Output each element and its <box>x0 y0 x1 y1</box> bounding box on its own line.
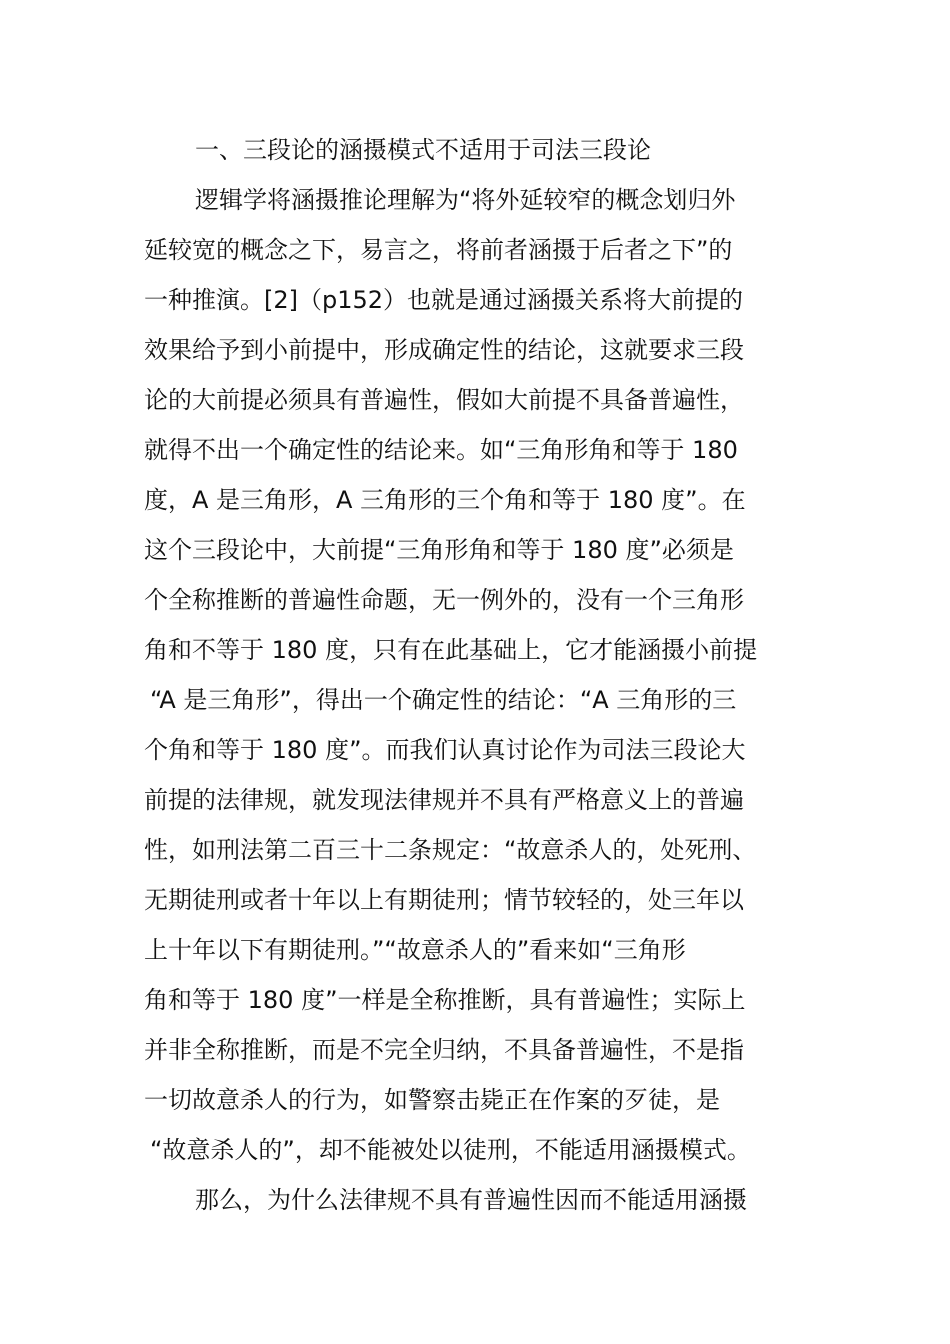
paragraph-line: 一切故意杀人的行为，如警察击毙正在作案的歹徒，是 <box>144 1086 720 1114</box>
paragraph-line: 个角和等于 180 度”。而我们认真讨论作为司法三段论大 <box>144 736 746 764</box>
paragraph-line: 个全称推断的普遍性命题，无一例外的，没有一个三角形 <box>144 586 744 614</box>
paragraph-line: 就得不出一个确定性的结论来。如“三角形角和等于 180 <box>144 436 738 464</box>
paragraph-line: 一种推演。[2]（p152）也就是通过涵摄关系将大前提的 <box>144 286 744 314</box>
paragraph-line: 逻辑学将涵摄推论理解为“将外延较窄的概念划归外 <box>195 186 736 214</box>
paragraph-line: 论的大前提必须具有普遍性，假如大前提不具备普遍性， <box>144 386 744 414</box>
paragraph-line: 上十年以下有期徒刑。”“故意杀人的”看来如“三角形 <box>144 936 686 964</box>
paragraph-line: “故意杀人的”，却不能被处以徒刑，不能适用涵摄模式。 <box>150 1136 751 1164</box>
paragraph-line: 并非全称推断，而是不完全归纳，不具备普遍性，不是指 <box>144 1036 744 1064</box>
paragraph-line: 角和等于 180 度”一样是全称推断，具有普遍性；实际上 <box>144 986 746 1014</box>
paragraph-line: 无期徒刑或者十年以上有期徒刑；情节较轻的，处三年以 <box>144 886 744 914</box>
paragraph-line: 那么，为什么法律规不具有普遍性因而不能适用涵摄 <box>195 1186 747 1214</box>
paragraph-line: 角和不等于 180 度，只有在此基础上，它才能涵摄小前提 <box>144 636 758 664</box>
paragraph-line: 这个三段论中，大前提“三角形角和等于 180 度”必须是 <box>144 536 734 564</box>
paragraph-line: 度，A 是三角形，A 三角形的三个角和等于 180 度”。在 <box>144 486 746 514</box>
paragraph-line: 性，如刑法第二百三十二条规定：“故意杀人的，处死刑、 <box>144 836 757 864</box>
section-heading: 一、三段论的涵摄模式不适用于司法三段论 <box>195 136 651 164</box>
paragraph-line: 延较宽的概念之下，易言之，将前者涵摄于后者之下”的 <box>144 236 733 264</box>
paragraph-line: 前提的法律规，就发现法律规并不具有严格意义上的普遍 <box>144 786 744 814</box>
paragraph-line: “A 是三角形”，得出一个确定性的结论：“A 三角形的三 <box>150 686 737 714</box>
paragraph-line: 效果给予到小前提中，形成确定性的结论，这就要求三段 <box>144 336 744 364</box>
